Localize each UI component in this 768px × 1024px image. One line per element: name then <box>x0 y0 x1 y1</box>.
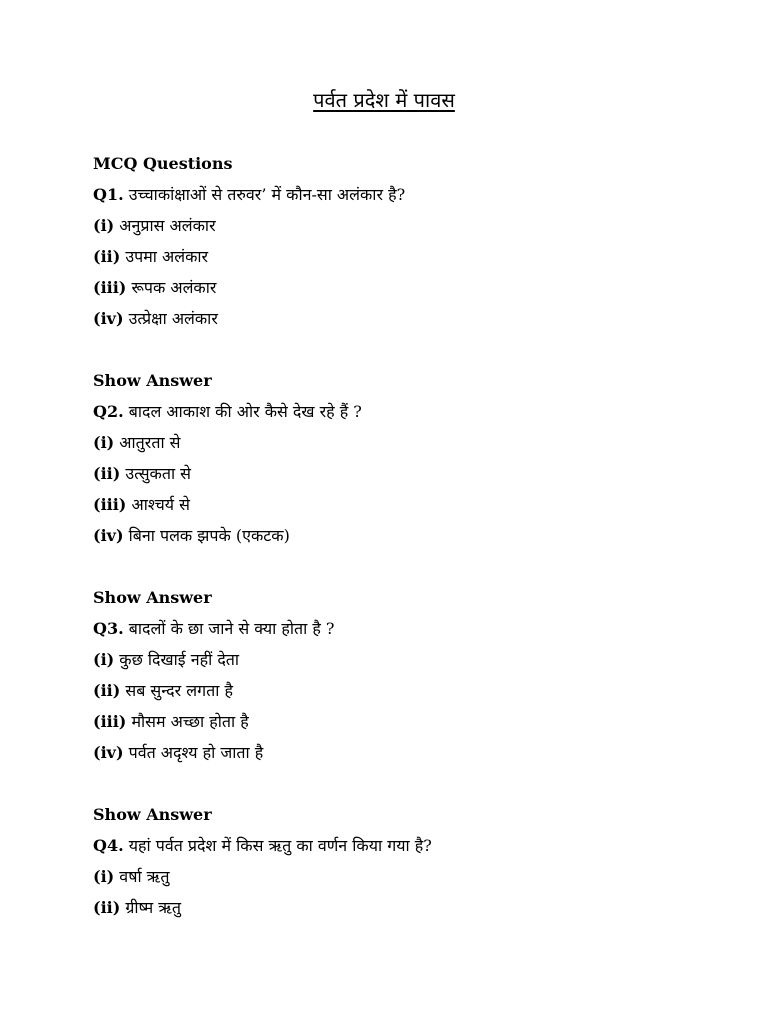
option-text: पर्वत अदृश्य हो जाता है <box>123 743 264 762</box>
option-4-i <box>93 861 733 892</box>
option-mark: (iii) <box>93 712 127 731</box>
option-text: आश्चर्य से <box>126 495 190 514</box>
question-number: Q3. <box>93 619 124 638</box>
page-title: पर्वत प्रदेश में पावस <box>313 88 455 112</box>
option-text: उपमा अलंकार <box>120 247 209 266</box>
option-text: वर्षा ऋतु <box>114 867 170 886</box>
option-mark: (ii) <box>93 247 121 266</box>
option-3-ii <box>93 675 733 706</box>
option-mark: (iii) <box>93 278 127 297</box>
option-mark: (ii) <box>93 464 121 483</box>
option-text: अनुप्रास अलंकार <box>114 216 216 235</box>
option-1-ii <box>93 241 733 272</box>
option-2-ii <box>93 458 733 489</box>
option-text: ग्रीष्म ऋतु <box>120 898 182 917</box>
spacer <box>93 768 733 799</box>
option-2-iv <box>93 520 733 551</box>
option-3-iv <box>93 737 733 768</box>
option-mark: (iv) <box>93 743 124 762</box>
option-text: सब सुन्दर लगता है <box>120 681 234 700</box>
option-mark: (ii) <box>93 681 121 700</box>
option-mark: (i) <box>93 650 115 669</box>
question-text: यहां पर्वत प्रदेश में किस ऋतु का वर्णन किया गया है? <box>123 836 432 855</box>
option-3-i <box>93 644 733 675</box>
question-4 <box>93 830 733 861</box>
option-text: रूपक अलंकार <box>126 278 217 297</box>
question-1 <box>93 179 733 210</box>
question-text: उच्चाकांक्षाओं से तरुवर’ में कौन-सा अलंकार है? <box>123 185 406 204</box>
option-mark: (i) <box>93 433 115 452</box>
show-answer-button-2[interactable]: Show Answer <box>93 588 212 607</box>
option-3-iii <box>93 706 733 737</box>
option-4-ii <box>93 892 733 923</box>
option-text: आतुरता से <box>114 433 181 452</box>
spacer <box>93 334 733 365</box>
option-text: कुछ दिखाई नहीं देता <box>114 650 240 669</box>
question-3 <box>93 613 733 644</box>
option-mark: (ii) <box>93 898 121 917</box>
option-text: बिना पलक झपके (एकटक) <box>123 526 290 545</box>
spacer <box>93 551 733 582</box>
document-content <box>93 148 733 923</box>
option-text: उत्सुकता से <box>120 464 191 483</box>
option-1-i <box>93 210 733 241</box>
option-2-i <box>93 427 733 458</box>
section-heading: MCQ Questions <box>93 154 233 173</box>
option-mark: (iv) <box>93 309 124 328</box>
option-1-iii <box>93 272 733 303</box>
option-mark: (i) <box>93 216 115 235</box>
show-answer-button-3[interactable]: Show Answer <box>93 805 212 824</box>
option-1-iv <box>93 303 733 334</box>
question-number: Q4. <box>93 836 124 855</box>
option-mark: (i) <box>93 867 115 886</box>
option-2-iii <box>93 489 733 520</box>
question-2 <box>93 396 733 427</box>
option-text: मौसम अच्छा होता है <box>126 712 249 731</box>
show-answer-button-1[interactable]: Show Answer <box>93 371 212 390</box>
question-number: Q1. <box>93 185 124 204</box>
option-text: उत्प्रेक्षा अलंकार <box>123 309 218 328</box>
question-text: बादल आकाश की ओर कैसे देख रहे हैं ? <box>123 402 362 421</box>
option-mark: (iv) <box>93 526 124 545</box>
option-mark: (iii) <box>93 495 127 514</box>
question-text: बादलों के छा जाने से क्या होता है ? <box>123 619 335 638</box>
question-number: Q2. <box>93 402 124 421</box>
